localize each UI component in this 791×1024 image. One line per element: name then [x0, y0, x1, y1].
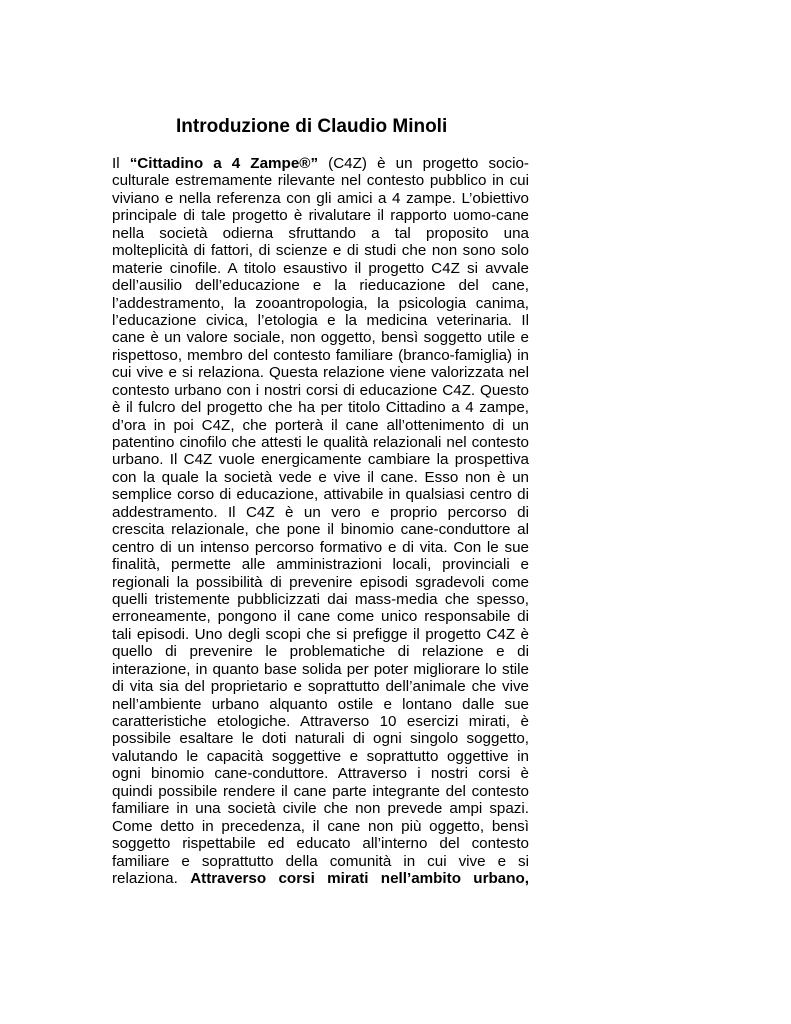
body-line [112, 434, 529, 451]
body-line [112, 853, 529, 870]
body-line [112, 172, 529, 189]
line-text: l’educazione civica, l’etologia e la medicina veterinaria. Il [112, 311, 529, 329]
body-line [112, 312, 529, 329]
line-text: patentino cinofilo che attesti le qualità relazionali nel contesto [112, 434, 529, 451]
body-line [112, 329, 529, 346]
body-line [112, 242, 529, 259]
line-text: materie cinofile. A titolo esaustivo il progetto C4Z si avvale [112, 259, 529, 277]
line-text: urbano. Il C4Z vuole energicamente cambiare la prospettiva [112, 451, 529, 469]
line-text: soggetto rispettabile ed educato all’interno del contesto [112, 835, 529, 853]
line-text: nella società odierna sfruttando a tal proposito una [112, 224, 529, 242]
body-line [112, 643, 529, 660]
line-text: è il fulcro del progetto che ha per titolo Cittadino a 4 zampe, [112, 399, 529, 417]
body-line [112, 696, 529, 713]
body-line [112, 591, 529, 608]
line-text: possibile esaltare le doti naturali di ogni singolo soggetto, [112, 730, 529, 748]
line-text: di vita sia del proprietario e soprattutto dell’animale che vive [112, 678, 529, 696]
line-text: cui vive e si relaziona. Questa relazione viene valorizzata nel [112, 364, 529, 382]
body-line [112, 870, 529, 887]
line-text: Il [112, 155, 130, 172]
body-line [112, 626, 529, 643]
body-line [112, 382, 529, 399]
line-text: caratteristiche etologiche. Attraverso 10 esercizi mirati, è [112, 713, 529, 730]
body-line [112, 504, 529, 521]
line-text: tali episodi. Uno degli scopi che si prefigge il progetto C4Z è [112, 625, 529, 643]
body-line [112, 818, 529, 835]
line-text: semplice corso di educazione, attivabile in qualsiasi centro di [112, 486, 529, 504]
bold-text: “Cittadino a 4 Zampe®” [129, 155, 319, 172]
line-text: ogni binomio cane-conduttore. Attraverso i nostri corsi è [112, 765, 529, 783]
body-line [112, 277, 529, 294]
body-line [112, 469, 529, 486]
bold-text: Attraverso corsi mirati nell’ambito urbano, [190, 869, 529, 887]
document-body [112, 155, 529, 887]
body-line [112, 678, 529, 695]
line-text: d’ora in poi C4Z, che porterà il cane all’ottenimento di un [112, 416, 529, 434]
body-line [112, 260, 529, 277]
line-text: dell’ausilio dell’educazione e la rieducazione del cane, [112, 277, 529, 295]
line-text: interazione, in quanto base solida per poter migliorare lo stile [112, 660, 529, 678]
line-text: regionali la possibilità di prevenire episodi sgradevoli come [112, 573, 529, 591]
line-text: culturale estremamente rilevante nel contesto pubblico in cui [112, 172, 529, 190]
line-text: finalità, permette alle amministrazioni locali, provinciali e [112, 556, 529, 574]
body-line [112, 748, 529, 765]
body-line [112, 783, 529, 800]
line-text: quello di prevenire le problematiche di relazione e di [112, 643, 529, 661]
body-line [112, 486, 529, 503]
body-line [112, 417, 529, 434]
body-line [112, 451, 529, 468]
body-line [112, 190, 529, 207]
body-line [112, 730, 529, 747]
body-line [112, 225, 529, 242]
document-title: Introduzione di Claudio Minoli [176, 116, 448, 137]
line-text: Come detto in precedenza, il cane non più oggetto, bensì [112, 817, 529, 835]
line-text: cane è un valore sociale, non oggetto, bensì soggetto utile e [112, 329, 529, 347]
line-text: (C4Z) è un progetto socio- [318, 155, 529, 172]
body-line [112, 800, 529, 817]
line-text: contesto urbano con i nostri corsi di educazione C4Z. Questo [112, 381, 529, 399]
line-text: principale di tale progetto è rivalutare il rapporto uomo-cane [112, 207, 529, 225]
line-text: relaziona. [112, 869, 191, 887]
line-text: con la quale la società vede e vive il cane. Esso non è un [112, 468, 529, 486]
body-line [112, 835, 529, 852]
body-line [112, 155, 529, 172]
line-text: quelli tristemente pubblicizzati dai mass-media che spesso, [112, 590, 529, 608]
line-text: quindi possibile rendere il cane parte integrante del contesto [112, 782, 529, 800]
body-line [112, 574, 529, 591]
line-text: molteplicità di fattori, di scienze e di studi che non sono solo [112, 242, 529, 260]
body-line [112, 364, 529, 381]
line-text: viviano e nella referenza con gli amici a 4 zampe. L’obiettivo [112, 189, 529, 207]
body-line [112, 608, 529, 625]
body-line [112, 399, 529, 416]
line-text: centro di un intenso percorso formativo e di vita. Con le sue [112, 538, 529, 556]
body-line [112, 295, 529, 312]
body-line [112, 521, 529, 538]
line-text: crescita relazionale, che pone il binomio cane-conduttore al [112, 521, 529, 539]
body-line [112, 347, 529, 364]
body-line [112, 713, 529, 730]
line-text: rispettoso, membro del contesto familiare (branco-famiglia) in [112, 346, 529, 364]
line-text: l’addestramento, la zooantropologia, la psicologia canima, [112, 294, 529, 312]
line-text: addestramento. Il C4Z è un vero e proprio percorso di [112, 503, 529, 521]
body-line [112, 539, 529, 556]
line-text: familiare e soprattutto della comunità in cui vive e si [112, 852, 529, 870]
body-line [112, 556, 529, 573]
line-text: nell’ambiente urbano alquanto ostile e lontano dalle sue [112, 695, 529, 713]
line-text: valutando le capacità soggettive e soprattutto oggettive in [112, 747, 529, 765]
line-text: erroneamente, pongono il cane come unico responsabile di [112, 608, 529, 626]
body-line [112, 765, 529, 782]
body-line [112, 661, 529, 678]
body-line [112, 207, 529, 224]
line-text: familiare in una società civile che non prevede ampi spazi. [112, 800, 529, 818]
